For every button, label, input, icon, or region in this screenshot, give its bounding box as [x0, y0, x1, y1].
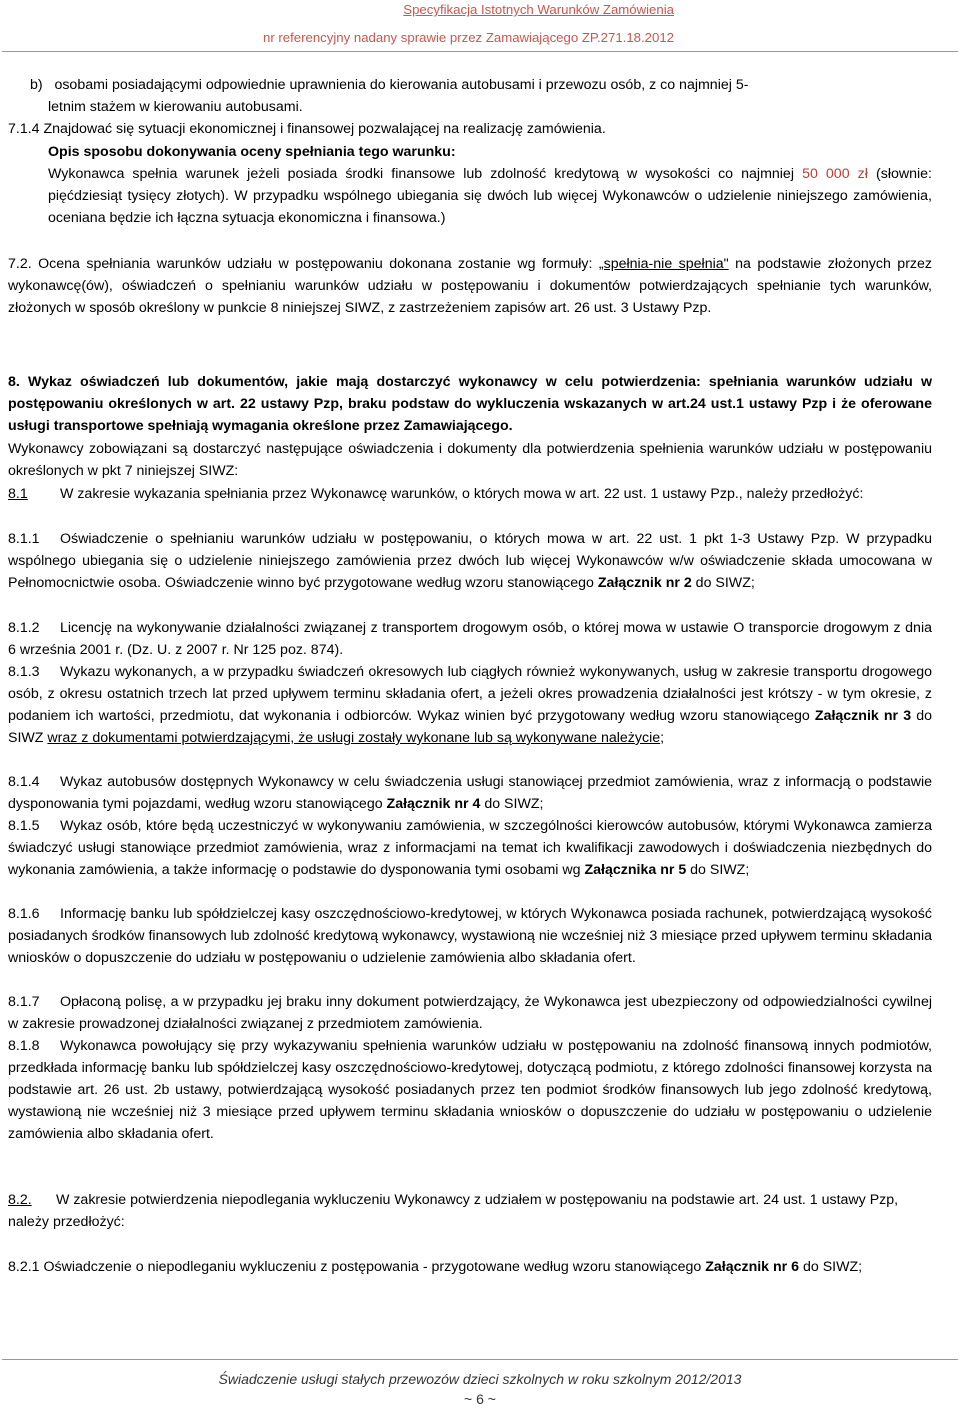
opis-heading: Opis sposobu dokonywania oceny spełniania tego warunku:: [48, 144, 456, 160]
item-b: b) osobami posiadającymi odpowiednie uprawnienia do kierowania autobusami i przewozu osób, z co najmniej 5-: [30, 77, 749, 93]
section-7-2: 7.2. Ocena spełniania warunków udziału w postępowaniu dokonana zostanie wg formuły: „spełnia-nie spełnia" na podstawie złożonych przez wykonawcę(ów), oświadczeń o spełnianiu warunków udziału w postępowaniu i dokumentów potwierdzających spełnianie tych warunków, złożonych w sposób określony w punkcie 8 niniejszej SIWZ, z zastrzeżeniem zapisów art. 26 ust. 3 Ustawy Pzp.: [8, 256, 932, 316]
section-8-1-4: 8.1.4 Wykaz autobusów dostępnych Wykonawcy w celu świadczenia usługi stanowiącej przedmiot zamówienia, wraz z informacją o podstawie dysponowania tymi pojazdami, według wzoru stanowiącego Załącznik nr 4 do SIWZ;: [8, 774, 932, 812]
section-8-1-7: 8.1.7 Opłaconą polisę, a w przypadku jej braku inny dokument potwierdzający, że Wykonawca jest ubezpieczony od odpowiedzialności cywilnej w zakresie prowadzonej działalności związanej z przedmiotem zamówienia.: [8, 994, 932, 1032]
section-8-1: 8.1 W zakresie wykazania spełniania przez Wykonawcę warunków, o których mowa w art. 22 ust. 1 ustawy Pzp., należy przedłożyć:: [8, 486, 864, 502]
footer-divider: [2, 1359, 958, 1360]
section-8-1-3: 8.1.3 Wykazu wykonanych, a w przypadku świadczeń okresowych lub ciągłych również wykonywanych, usług w zakresie transportu drogowego osób, z okresu ostatnich trzech lat przed upływem terminu składania ofert, a jeżeli okres prowadzenia działalności jest krótszy - w tym okresie, z podaniem ich wartości, przedmiotu, dat wykonania i odbiorców. Wykaz winien być przygotowany według wzoru stanowiącego Załącznik nr 3 do SIWZ wraz z dokumentami potwierdzającymi, że usługi zostały wykonane lub są wykonywane należycie;: [8, 664, 932, 746]
section-8-2: 8.2. W zakresie potwierdzenia niepodlegania wykluczeniu Wykonawcy z udziałem w postępowaniu na podstawie art. 24 ust. 1 ustawy Pzp, należy przedłożyć:: [8, 1192, 899, 1230]
header-title: Specyfikacja Istotnych Warunków Zamówienia: [403, 2, 674, 17]
section-8-1-6: 8.1.6 Informację banku lub spółdzielczej kasy oszczędnościowo-kredytowej, w których Wykonawca posiada rachunek, potwierdzającą wysokość posiadanych środków finansowych lub zdolność kredytową wykonawcy, wystawioną nie wcześniej niż 3 miesiące przed upływem terminu składania wniosków o dopuszczenie do udziału w postępowaniu o udzielenie zamówienia albo składania ofert.: [8, 906, 932, 966]
item-b-continuation: letnim stażem w kierowaniu autobusami.: [48, 99, 303, 115]
formula-text: „spełnia-nie spełnia": [598, 256, 729, 272]
section-8-1-8: 8.1.8 Wykonawca powołujący się przy wykazywaniu spełnienia warunków udziału w postępowaniu na zdolność finansową innych podmiotów, przedkłada informację banku lub spółdzielczej kasy oszczędnościowo-kredytowej, dotyczącą podmiotu, z którego zdolności finansowej korzysta na podstawie art. 26 ust. 2b ustawy, potwierdzającą wysokość posiadanych przez ten podmiot środków finansowych lub jego zdolność kredytową, wystawioną nie wcześniej niż 3 miesiące przed upływem terminu składania wniosków o dopuszczenie do udziału w postępowaniu o udzielenie zamówienia albo składania ofert.: [8, 1038, 932, 1142]
amount-50000: 50 000 zł: [802, 166, 868, 182]
section-7-1-4: 7.1.4 Znajdować się sytuacji ekonomicznej i finansowej pozwalającej na realizację zamówienia.: [8, 121, 606, 137]
opis-paragraph: Wykonawca spełnia warunek jeżeli posiada środki finansowe lub zdolność kredytową w wysokości co najmniej 50 000 zł (słownie: pięćdziesiąt tysięcy złotych). W przypadku wspólnego ubiegania się dwóch lub więcej Wykonawców o udzielenie niniejszego zamówienia, oceniana będzie ich łączna sytuacja ekonomiczna i finansowa.): [48, 166, 932, 226]
section-8-1-2: 8.1.2 Licencję na wykonywanie działalności związanej z transportem drogowym osób, o której mowa w ustawie O transporcie drogowym z dnia 6 września 2001 r. (Dz. U. z 2007 r. Nr 125 poz. 874).: [8, 620, 932, 658]
section-8-heading: 8. Wykaz oświadczeń lub dokumentów, jakie mają dostarczyć wykonawcy w celu potwierdzenia: spełniania warunków udziału w postępowaniu określonych w art. 22 ustawy Pzp, braku podstaw do wykluczenia wskazanych w art.24 ust.1 ustawy Pzp i że oferowane usługi transportowe spełniają wymagania określone przez Zamawiającego.: [8, 374, 932, 434]
header-reference: nr referencyjny nadany sprawie przez Zamawiającego ZP.271.18.2012: [262, 30, 674, 45]
header-divider: [2, 51, 958, 52]
page-number: ~ 6 ~: [464, 1391, 496, 1407]
section-8-2-1: 8.2.1 Oświadczenie o niepodleganiu wykluczeniu z postępowania - przygotowane według wzoru stanowiącego Załącznik nr 6 do SIWZ;: [8, 1259, 863, 1275]
footer-title: Świadczenie usługi stałych przewozów dzieci szkolnych w roku szkolnym 2012/2013: [218, 1371, 742, 1387]
section-8-1-5: 8.1.5 Wykaz osób, które będą uczestniczyć w wykonywaniu zamówienia, w szczególności kierowców autobusów, którymi Wykonawca zamierza świadczyć usługi stanowiące przedmiot zamówienia, wraz z informacjami na temat ich kwalifikacji zawodowych i doświadczenia niezbędnych do wykonania zamówienia, a także informację o podstawie do dysponowania tymi osobami wg Załącznika nr 5 do SIWZ;: [8, 818, 932, 878]
section-8-intro: Wykonawcy zobowiązani są dostarczyć następujące oświadczenia i dokumenty dla potwierdzenia spełnienia warunków udziału w postępowaniu określonych w pkt 7 niniejszej SIWZ:: [8, 441, 932, 479]
section-8-1-1: 8.1.1 Oświadczenie o spełnianiu warunków udziału w postępowaniu, o których mowa w art. 22 ust. 1 pkt 1-3 Ustawy Pzp. W przypadku wspólnego ubiegania się o udzielenie niniejszego zamówienia przez dwóch lub więcej Wykonawców w/w oświadczenie składa umocowana w Pełnomocnictwie osoba. Oświadczenie winno być przygotowane według wzoru stanowiącego Załącznik nr 2 do SIWZ;: [8, 531, 932, 591]
